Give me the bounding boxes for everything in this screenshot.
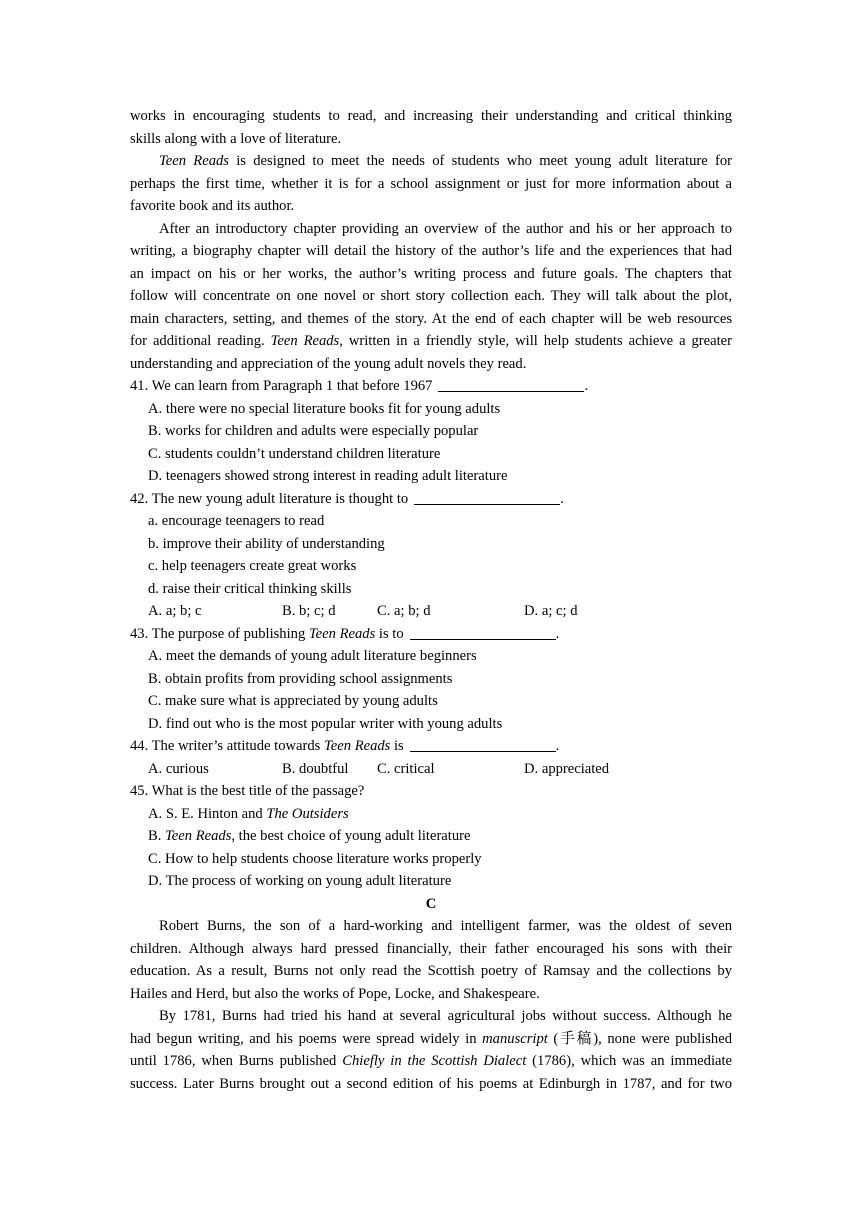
option-text: B. (148, 828, 166, 844)
answer-blank (414, 490, 560, 505)
paragraph-line: main characters, setting, and themes of the story. At the end of each chapter will be web resources (130, 310, 732, 327)
option: C. How to help students choose literature works properly (148, 850, 482, 867)
option: C. critical (377, 760, 435, 777)
paragraph-text: for additional reading. (130, 333, 271, 349)
question-stem: 41. We can learn from Paragraph 1 that before 1967 (130, 378, 433, 394)
option: C. make sure what is appreciated by young adults (148, 693, 438, 709)
option-row (130, 758, 732, 781)
book-title: Teen Reads (270, 333, 340, 349)
paragraph-line: favorite book and its author. (130, 198, 295, 214)
paragraph-line: success. Later Burns brought out a second edition of his poems at Edinburgh in 1787, and for two (130, 1075, 732, 1092)
section-heading: C (425, 895, 437, 912)
option-text: A. S. E. Hinton and (148, 805, 267, 822)
question-stem: is to (375, 625, 404, 642)
option: A. curious (148, 760, 209, 777)
paragraph-line: Robert Burns, the son of a hard-working and intelligent farmer, was the oldest of seven (159, 918, 732, 934)
paragraph-line: education. As a result, Burns not only read the Scottish poetry of Ramsay and the collections by (130, 963, 732, 979)
passage-content (130, 105, 732, 1095)
statement: a. encourage teenagers to read (148, 513, 325, 529)
question-stem: 42. The new young adult literature is thought to (130, 490, 409, 507)
answer-blank (410, 625, 556, 640)
option: A. a; b; c (148, 603, 202, 619)
option: B. works for children and adults were especially popular (148, 423, 479, 439)
paragraph-line: children. Although always hard pressed financially, their father encouraged his sons with their (130, 940, 732, 957)
question-44: 44. The writer’s attitude towards Teen Reads is . (130, 738, 560, 754)
paragraph-text: is designed to meet the needs of students who meet young adult literature for (228, 153, 732, 169)
paragraph-line (130, 1050, 732, 1073)
paragraph-line (130, 330, 732, 353)
option: D. appreciated (524, 760, 610, 777)
paragraph-line: works in encouraging students to read, and increasing their understanding and critical thinking (130, 108, 732, 124)
option-row (130, 600, 732, 623)
answer-blank (410, 737, 556, 752)
option: C. a; b; d (377, 603, 431, 619)
paragraph-line: skills along with a love of literature. (130, 130, 342, 147)
statement: c. help teenagers create great works (148, 558, 357, 574)
question-43: 43. The purpose of publishing Teen Reads is to . (130, 625, 560, 642)
paragraph-line: follow will concentrate on one novel or short story collection each. They will talk about the plot, (130, 288, 732, 304)
option: A. meet the demands of young adult literature beginners (148, 648, 477, 664)
paragraph-text: had begun writing, and his poems were spread widely in (130, 1030, 483, 1047)
question-stem: is (390, 738, 404, 754)
question-41: 41. We can learn from Paragraph 1 that before 1967 . (130, 378, 589, 394)
paragraph-text: (手稿), none were published (547, 1030, 733, 1047)
paragraph-line: By 1781, Burns had tried his hand at several agricultural jobs without success. Although he (159, 1008, 732, 1024)
option: B. doubtful (282, 760, 349, 777)
option: D. find out who is the most popular writer with young adults (148, 715, 503, 732)
option: A. there were no special literature books fit for young adults (148, 400, 501, 417)
statement: b. improve their ability of understanding (148, 535, 385, 552)
paragraph-line (130, 1028, 732, 1051)
answer-blank (438, 377, 584, 392)
paragraph-text: until 1786, when Burns published (130, 1053, 343, 1069)
paragraph-line: writing, a biography chapter will detail the history of the author’s life and the experiences that had (130, 243, 732, 259)
paragraph-line: Hailes and Herd, but also the works of Pope, Locke, and Shakespeare. (130, 985, 540, 1002)
book-title: Teen Reads (308, 625, 376, 642)
paragraph-text: (1786), which was an immediate (526, 1053, 733, 1069)
option-text: , the best choice of young adult literature (231, 828, 471, 844)
option: D. teenagers showed strong interest in reading adult literature (148, 468, 508, 484)
paragraph-line: understanding and appreciation of the young adult novels they read. (130, 355, 527, 372)
question-stem: 44. The writer’s attitude towards (130, 738, 325, 754)
paragraph-line: After an introductory chapter providing an overview of the author and his or her approach to (159, 220, 732, 237)
book-title: Teen Reads (159, 153, 229, 169)
option: D. a; c; d (524, 603, 578, 619)
paragraph-text: , written in a friendly style, will help students achieve a greater (339, 333, 733, 349)
book-title: Teen Reads (165, 828, 232, 844)
book-title: The Outsiders (266, 805, 349, 822)
statement: d. raise their critical thinking skills (148, 580, 352, 597)
question-stem: 43. The purpose of publishing (130, 625, 309, 642)
paragraph-line: perhaps the first time, whether it is for a school assignment or just for more information about a (130, 175, 732, 192)
book-title: Chiefly in the Scottish Dialect (342, 1053, 527, 1069)
paragraph-line (130, 150, 732, 173)
question-45: 45. What is the best title of the passage? (130, 783, 365, 799)
option: B. obtain profits from providing school assignments (148, 670, 453, 687)
option: D. The process of working on young adult literature (148, 873, 452, 889)
paragraph-line: an impact on his or her works, the author’s writing process and future goals. The chapters that (130, 265, 732, 282)
option (130, 825, 732, 848)
option: B. b; c; d (282, 603, 336, 619)
glossed-word: manuscript (482, 1030, 548, 1047)
option (130, 803, 732, 826)
option: C. students couldn’t understand children literature (148, 445, 441, 462)
question-42: 42. The new young adult literature is thought to . (130, 490, 564, 507)
book-title: Teen Reads (324, 738, 391, 754)
